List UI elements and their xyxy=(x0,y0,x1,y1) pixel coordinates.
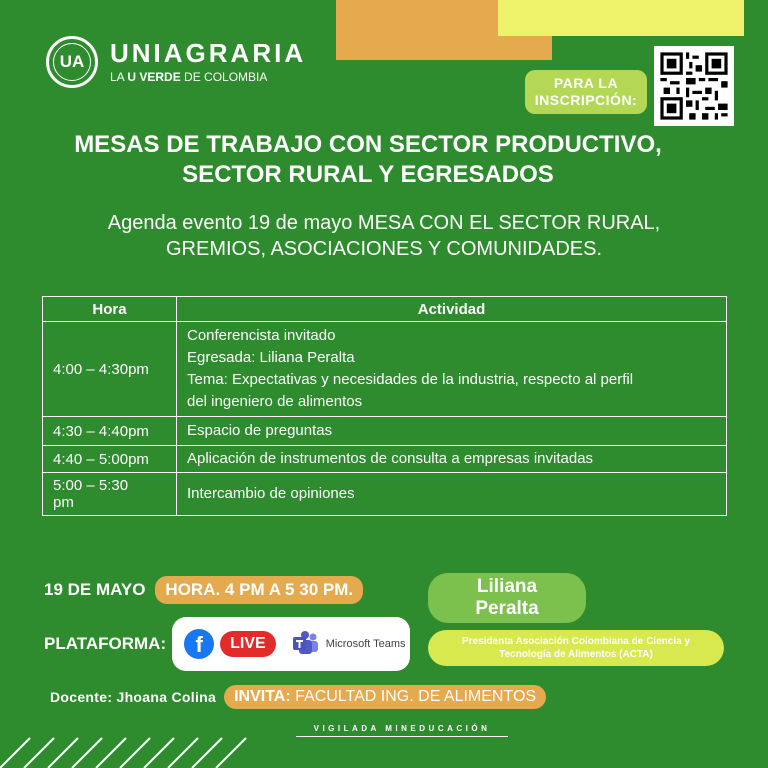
event-hours: HORA. 4 PM A 5 30 PM. xyxy=(155,576,363,604)
decorative-stripes xyxy=(0,730,300,768)
activity-line: Egresada: Liliana Peralta xyxy=(187,349,355,366)
vigilada-underline xyxy=(296,736,508,737)
uniagraria-logo xyxy=(46,36,306,88)
header-hora: Hora xyxy=(43,297,177,322)
ua-logo-icon xyxy=(46,36,98,88)
speaker-role-line1: Presidenta Asociación Colombiana de Ciencia y xyxy=(461,636,691,647)
brand-name: UNIAGRARIA xyxy=(110,38,307,68)
docente-row xyxy=(50,685,546,709)
speaker-role-line2: Tecnología de Alimentos (ACTA) xyxy=(499,649,653,660)
live-badge[interactable]: LIVE xyxy=(220,631,276,657)
title-line1: MESAS DE TRABAJO CON SECTOR PRODUCTIVO, xyxy=(74,131,662,158)
qr-code[interactable] xyxy=(654,46,734,126)
time-line2: pm xyxy=(53,494,74,511)
docente-label: Docente: Jhoana Colina xyxy=(50,689,217,705)
platform-box xyxy=(172,617,410,671)
teams-label[interactable]: Microsoft Teams xyxy=(325,638,406,650)
brand-block xyxy=(110,39,306,85)
platform-row xyxy=(44,617,410,671)
platform-label: PLATAFORMA: xyxy=(44,634,167,653)
speaker-name-line2: Peralta xyxy=(475,598,539,619)
title-line2: SECTOR RURAL Y EGRESADOS xyxy=(182,161,554,188)
invita-label: INVITA: xyxy=(234,688,291,705)
table-row xyxy=(43,473,727,516)
time-cell: 4:30 – 4:40pm xyxy=(43,417,177,446)
qr-code-graphic xyxy=(654,46,734,126)
inscription-label xyxy=(525,70,647,114)
table-row xyxy=(43,446,727,473)
activity-line: Conferencista invitado xyxy=(187,327,336,344)
tagline-bold: U VERDE xyxy=(127,70,181,84)
activity-cell: Aplicación de instrumentos de consulta a empresas invitadas xyxy=(177,446,727,473)
inscription-line2: INSCRIPCIÓN: xyxy=(534,92,638,108)
decorative-yellow-block xyxy=(498,0,744,36)
time-cell xyxy=(43,473,177,516)
microsoft-teams-icon[interactable] xyxy=(292,630,320,658)
page-title xyxy=(0,130,736,190)
activity-cell: Intercambio de opiniones xyxy=(177,473,727,516)
brand-tagline xyxy=(110,69,306,85)
inscription-line1: PARA LA xyxy=(553,75,619,91)
tagline-post: DE COLOMBIA xyxy=(184,70,268,84)
date-row xyxy=(44,576,363,604)
header-actividad: Actividad xyxy=(177,297,727,322)
event-date: 19 DE MAYO xyxy=(44,580,146,599)
agenda-table xyxy=(42,296,727,516)
speaker-name xyxy=(428,573,586,623)
speaker-role xyxy=(428,630,724,666)
table-row xyxy=(43,322,727,417)
facebook-icon[interactable]: f xyxy=(184,629,214,659)
speaker-name-line1: Liliana xyxy=(476,576,538,597)
subtitle-line2: GREMIOS, ASOCIACIONES Y COMUNIDADES. xyxy=(165,238,602,260)
subtitle-line1: Agenda evento 19 de mayo MESA CON EL SECTOR RURAL, xyxy=(107,212,661,234)
time-line1: 5:00 – 5:30 xyxy=(53,477,129,494)
time-cell: 4:40 – 5:00pm xyxy=(43,446,177,473)
tagline-pre: LA xyxy=(110,70,125,84)
invita-text: FACULTAD ING. DE ALIMENTOS xyxy=(295,688,537,705)
invita-pill xyxy=(224,685,546,709)
logo-initials: UA xyxy=(59,52,85,71)
table-row xyxy=(43,417,727,446)
activity-cell: Espacio de preguntas xyxy=(177,417,727,446)
activity-line: del ingeniero de alimentos xyxy=(187,393,363,410)
table-header-row xyxy=(43,297,727,322)
vigilada-text: VIGILADA MINEDUCACIÓN xyxy=(313,724,491,733)
time-cell: 4:00 – 4:30pm xyxy=(43,322,177,417)
agenda-subtitle xyxy=(0,210,768,262)
activity-cell xyxy=(177,322,727,417)
vigilada-footer xyxy=(296,724,508,737)
activity-line: Tema: Expectativas y necesidades de la industria, respecto al perfil xyxy=(187,371,634,388)
